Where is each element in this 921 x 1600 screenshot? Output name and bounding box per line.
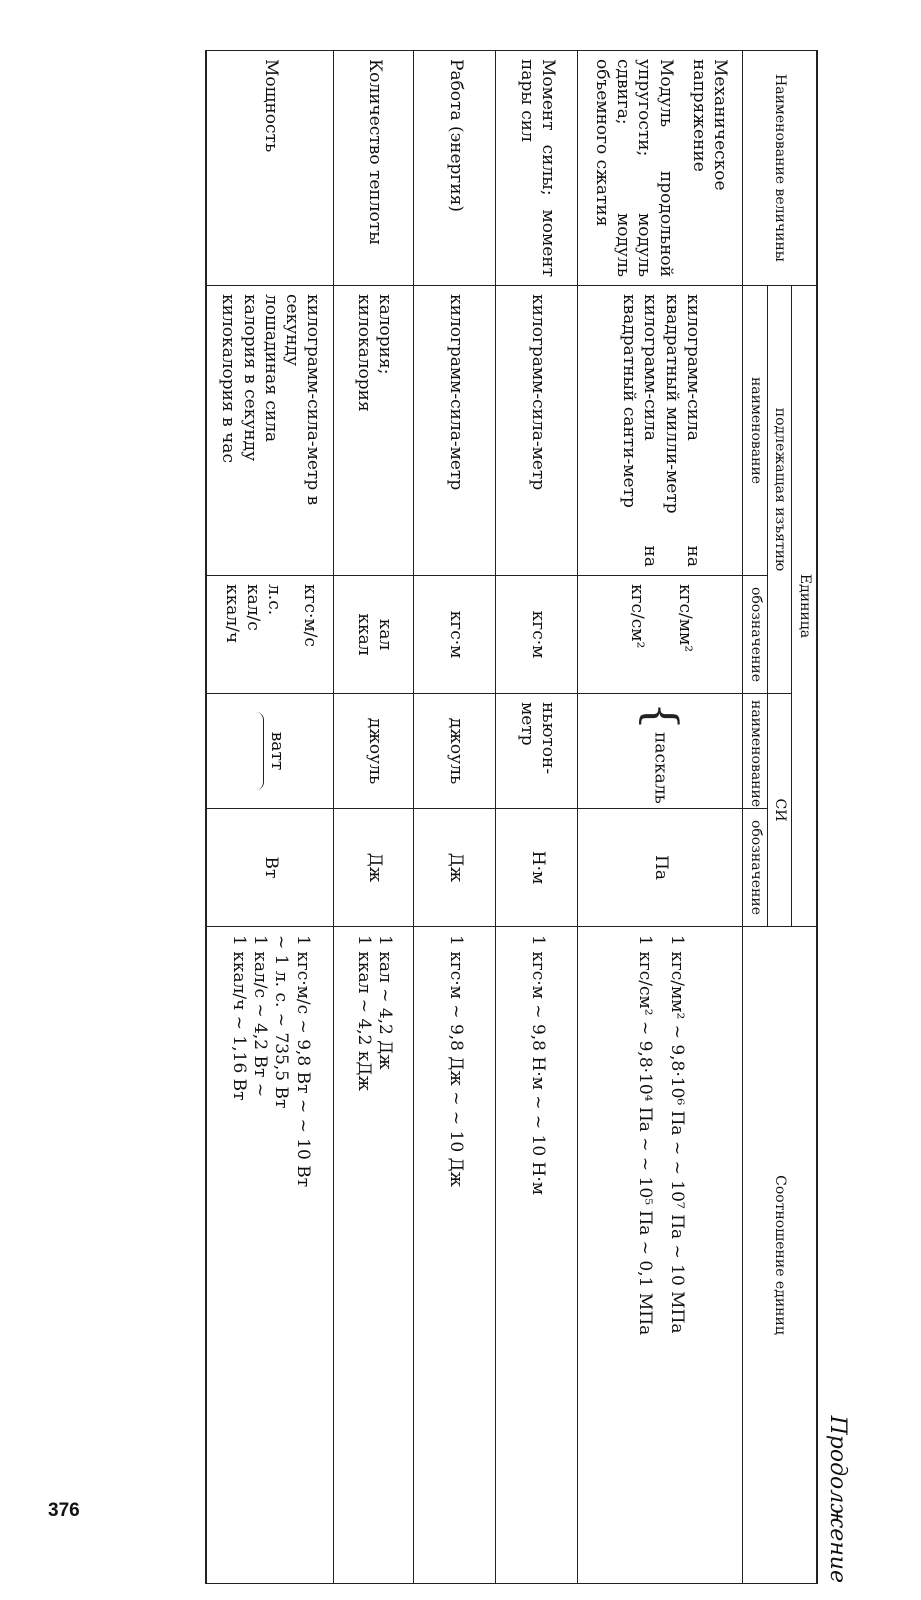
si-name: джоуль bbox=[445, 717, 466, 785]
quantity-cell bbox=[578, 51, 743, 286]
table-row bbox=[414, 51, 496, 1584]
si-symbol-cell bbox=[206, 809, 334, 927]
relation-text: 1 кгс·м/с ~ 9,8 Вт ~ ~ 10 Вт bbox=[292, 935, 313, 1188]
si-symbol-cell bbox=[578, 809, 743, 927]
relation-text: 1 ккал ~ 4,2 кДж bbox=[354, 935, 374, 1091]
si-symbol: Па bbox=[651, 855, 672, 880]
header-si-name: наименование bbox=[743, 694, 768, 809]
si-name-cell bbox=[414, 694, 496, 809]
old-name: калория в секунду bbox=[239, 294, 260, 462]
si-symbol: Н·м bbox=[527, 850, 548, 885]
old-name: килокалория bbox=[354, 294, 374, 412]
continuation-label: Продолжение bbox=[825, 1415, 850, 1583]
header-old-symbol: обозначение bbox=[743, 576, 768, 694]
relation-cell bbox=[496, 927, 578, 1584]
relation-text: 1 кал/с ~ 4,2 Вт ~ bbox=[250, 935, 271, 1098]
relation-text: 1 кгс/см² ~ 9,8·10⁴ Па ~ ~ 10⁵ Па ~ 0,1 МПа bbox=[635, 935, 656, 1336]
relation-cell bbox=[578, 927, 743, 1584]
si-symbol-cell bbox=[496, 809, 578, 927]
old-symbol-cell bbox=[414, 576, 496, 694]
si-name: джоуль bbox=[364, 717, 385, 785]
relation-text: ~ 1 л. с. ~ 735,5 Вт bbox=[271, 935, 292, 1109]
old-symbol: кгс·м bbox=[445, 610, 466, 659]
old-symbol: ккал bbox=[354, 613, 374, 656]
si-symbol-cell bbox=[334, 809, 414, 927]
old-name: килограмм-сила-метр в секунду bbox=[282, 294, 324, 506]
old-symbol: л.с. bbox=[264, 584, 285, 616]
old-name-cell bbox=[414, 286, 496, 576]
old-symbol: кал/с bbox=[243, 584, 264, 631]
quantity-cell bbox=[496, 51, 578, 286]
quantity-text: Количество теплоты bbox=[364, 59, 385, 245]
quantity-text: Механическое напряжение bbox=[689, 59, 731, 191]
old-name-cell bbox=[578, 286, 743, 576]
page-number: 376 bbox=[48, 1500, 80, 1521]
old-symbol: кгс·м/с bbox=[299, 584, 320, 647]
old-name-cell bbox=[496, 286, 578, 576]
quantity-text: Модуль продольной упругости; модуль сдвига; модуль объемного сжатия bbox=[592, 59, 676, 277]
si-symbol: Дж bbox=[364, 852, 385, 883]
table-row bbox=[496, 51, 578, 1584]
table-row bbox=[206, 51, 334, 1584]
old-name: килограмм-сила на квадратный санти-метр bbox=[619, 294, 661, 567]
si-symbol: Дж bbox=[445, 852, 466, 883]
brace-mark: { bbox=[635, 702, 687, 730]
si-name-cell bbox=[206, 694, 334, 809]
old-name: килограмм-сила на квадратный милли-метр bbox=[661, 294, 703, 567]
quantity-cell bbox=[206, 51, 334, 286]
table-row bbox=[578, 51, 743, 1584]
quantity-text: Работа (энергия) bbox=[445, 59, 466, 213]
header-relation: Соотношение единиц bbox=[743, 927, 817, 1584]
table-row bbox=[334, 51, 414, 1584]
si-symbol-cell bbox=[414, 809, 496, 927]
header-si: СИ bbox=[768, 694, 793, 927]
old-name: килокалория в час bbox=[218, 294, 239, 463]
header-old-name: наименование bbox=[743, 286, 768, 576]
old-symbol-cell bbox=[206, 576, 334, 694]
si-symbol: Вт bbox=[260, 856, 281, 879]
si-name-cell bbox=[334, 694, 414, 809]
header-withdrawn: подлежащая изъятию bbox=[768, 286, 793, 694]
old-name: калория; bbox=[375, 294, 396, 375]
relation-text: 1 кгс·м ~ 9,8 Н·м ~ ~ 10 Н·м bbox=[527, 935, 548, 1196]
rotated-table-page bbox=[90, 50, 850, 1585]
quantity-cell bbox=[334, 51, 414, 286]
old-symbol-cell bbox=[496, 576, 578, 694]
old-name: килограмм-сила-метр bbox=[527, 294, 548, 491]
old-symbol: ккал/ч bbox=[222, 584, 242, 644]
relation-text: 1 ккал/ч ~ 1,16 Вт bbox=[229, 935, 249, 1101]
relation-text: 1 кгс·м ~ 9,8 Дж ~ ~ 10 Дж bbox=[445, 935, 466, 1188]
units-table bbox=[205, 50, 818, 1584]
quantity-cell bbox=[414, 51, 496, 286]
header-quantity: Наименование величины bbox=[743, 51, 817, 286]
relation-cell bbox=[414, 927, 496, 1584]
old-symbol: кал bbox=[375, 618, 396, 651]
old-symbol: кгс·м bbox=[527, 610, 548, 659]
brace-mark bbox=[253, 712, 264, 790]
relation-cell bbox=[334, 927, 414, 1584]
quantity-text: Мощность bbox=[260, 59, 281, 153]
si-name-cell bbox=[578, 694, 743, 809]
header-unit: Единица bbox=[792, 286, 817, 927]
header-si-symbol: обозначение bbox=[743, 809, 768, 927]
old-name-cell bbox=[206, 286, 334, 576]
relation-text: 1 кгс/мм² ~ 9,8·10⁶ Па ~ ~ 10⁷ Па ~ 10 МПа bbox=[666, 935, 687, 1334]
old-name-cell bbox=[334, 286, 414, 576]
quantity-text: Момент силы; момент пары сил bbox=[517, 59, 559, 277]
relation-cell bbox=[206, 927, 334, 1584]
old-symbol: кгс/мм² bbox=[674, 584, 695, 653]
old-symbol-cell bbox=[578, 576, 743, 694]
old-symbol: кгс/см² bbox=[627, 584, 648, 649]
si-name: ватт bbox=[267, 731, 288, 771]
si-name: паскаль bbox=[651, 732, 671, 804]
old-name: килограмм-сила-метр bbox=[445, 294, 466, 491]
si-name-cell bbox=[496, 694, 578, 809]
old-symbol-cell bbox=[334, 576, 414, 694]
relation-text: 1 кал ~ 4,2 Дж bbox=[375, 935, 396, 1070]
si-name: ньютон-метр bbox=[517, 702, 559, 775]
old-name: лошадиная сила bbox=[260, 294, 281, 443]
